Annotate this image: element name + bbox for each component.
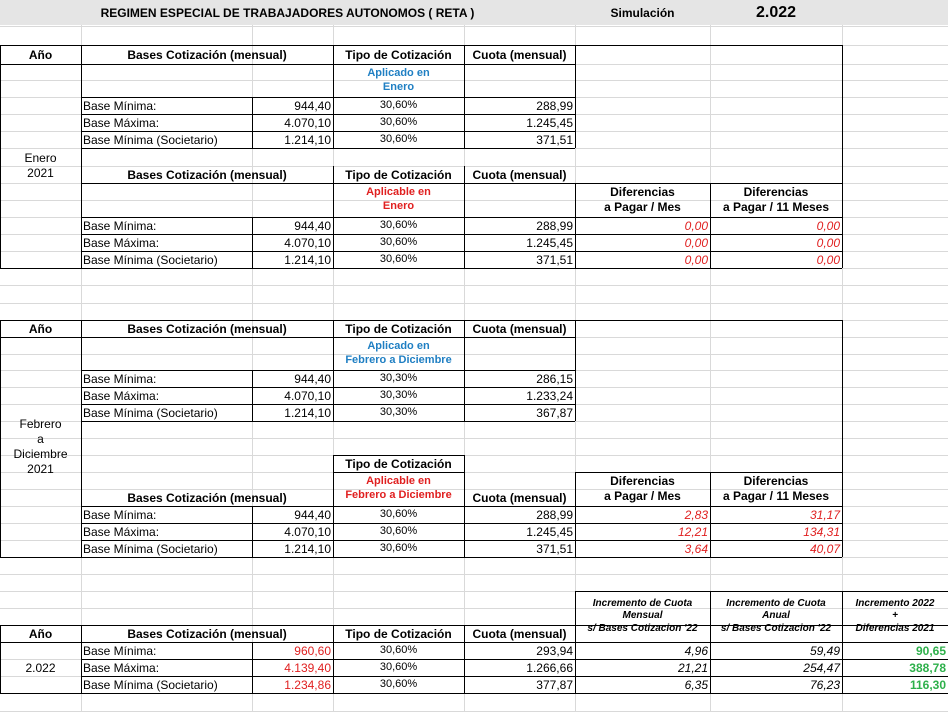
dif-11-header-line: a Pagar / 11 Meses [722,489,830,503]
cuota-header[interactable]: Cuota (mensual) [472,47,567,62]
cuota-value[interactable]: 288,99 [536,98,573,113]
rate-value[interactable]: 30,60% [379,508,418,520]
bases-header[interactable]: Bases Cotización (mensual) [127,626,287,641]
border-line [0,693,948,694]
cuota-header[interactable]: Cuota (mensual) [472,321,567,336]
rate-value[interactable]: 30,60% [379,525,418,537]
base-value[interactable]: 1.214,10 [284,405,331,420]
base-name[interactable]: Base Máxima: [83,524,160,539]
border-line [0,64,575,65]
rate-value[interactable]: 30,30% [379,372,418,384]
border-line [0,285,948,286]
border-line [575,45,576,148]
base-name[interactable]: Base Máxima: [83,388,160,403]
border-line [0,574,948,575]
base-name[interactable]: Base Mínima: [83,507,157,522]
border-line [575,472,576,557]
border-line [710,183,711,268]
tipo-header[interactable]: Tipo de Cotización [345,47,452,62]
applicable-note[interactable] [333,183,464,217]
period-label-line: Enero [24,151,57,165]
dif-mes-header-line: Diferencias [610,185,675,199]
border-line [464,320,465,421]
inc-mensual-header-line: Incremento de Cuota [592,597,693,609]
base-value[interactable]: 4.070,10 [284,388,331,403]
cuota-value[interactable]: 286,15 [536,371,573,386]
border-line [575,472,842,473]
period-label-line: 2021 [27,462,54,476]
applied-note[interactable] [333,337,464,370]
rate-value[interactable]: 30,60% [379,644,418,656]
border-line [333,472,464,473]
applied-note[interactable] [333,64,464,97]
period-label-line: a [37,432,44,446]
cuota-value[interactable]: 1.233,24 [526,388,573,403]
border-line [575,320,576,421]
border-line [333,625,334,693]
cuota-value[interactable]: 371,51 [536,252,573,267]
border-line [81,45,82,268]
base-name[interactable]: Base Máxima: [83,660,160,675]
border-line [575,183,576,268]
tipo-header[interactable]: Tipo de Cotización [345,167,452,182]
dif-mes-header-line: a Pagar / Mes [604,200,681,214]
border-line [464,45,465,148]
inc-total-value[interactable]: 388,78 [909,660,946,675]
base-name[interactable]: Base Mínima (Societario) [83,132,218,147]
rate-value[interactable]: 30,60% [379,678,418,690]
border-line [464,166,465,268]
rate-value[interactable]: 30,60% [379,661,418,673]
dif-mes-header[interactable] [575,472,710,506]
dif-mes-value[interactable]: 0,00 [684,218,708,233]
dif-11-value[interactable]: 134,31 [803,524,840,539]
base-name[interactable]: Base Mínima (Societario) [83,541,218,556]
dif-11-header[interactable] [710,472,842,506]
simulation-year[interactable]: 2.022 [755,3,797,21]
cuota-value[interactable]: 371,51 [536,541,573,556]
cuota-value[interactable]: 371,51 [536,132,573,147]
rate-value[interactable]: 30,60% [379,542,418,554]
year-header[interactable]: Año [28,47,53,62]
dif-11-value[interactable]: 31,17 [809,507,840,522]
border-line [0,80,948,81]
base-value[interactable]: 4.070,10 [284,235,331,250]
inc-anual-header-line: Anual [762,610,790,622]
dif-11-value[interactable]: 0,00 [816,218,840,233]
border-line [464,183,842,184]
tipo-header[interactable]: Tipo de Cotización [345,321,452,336]
border-line [81,540,842,541]
base-name[interactable]: Base Mínima (Societario) [83,677,218,692]
cuota-value[interactable]: 377,87 [536,677,573,692]
period-label-line: Febrero [19,417,62,431]
bases-header[interactable]: Bases Cotización (mensual) [127,47,287,62]
rate-value[interactable]: 30,60% [379,219,418,231]
border-line [0,268,842,269]
border-line [81,506,842,507]
cuota-value[interactable]: 293,94 [536,643,573,658]
dif-11-header[interactable] [710,183,842,217]
cuota-header[interactable]: Cuota (mensual) [472,626,567,641]
border-line [81,387,575,388]
base-name[interactable]: Base Máxima: [83,235,160,250]
base-value[interactable]: 960,60 [294,643,331,658]
border-line [333,45,334,148]
dif-11-value[interactable]: 0,00 [816,235,840,250]
simulation-label[interactable]: Simulación [610,5,675,20]
inc-anual-value[interactable]: 76,23 [809,677,840,692]
border-line [710,472,711,557]
dif-mes-header-line: Diferencias [610,474,675,488]
inc-mensual-header-line: s/ Bases Cotizacion '22 [587,622,698,634]
border-line [81,523,842,524]
period-label[interactable] [0,337,81,557]
base-value[interactable]: 1.214,10 [284,541,331,556]
border-line [0,354,948,355]
border-line [0,625,948,626]
base-name[interactable]: Base Mínima (Societario) [83,252,218,267]
inc-anual-header-line: s/ Bases Cotizacion '22 [720,622,832,634]
period-label[interactable]: 2.022 [25,660,56,675]
cuota-value[interactable]: 288,99 [536,507,573,522]
applied-note-line: Aplicado en [367,339,430,352]
border-line [81,625,82,693]
inc-anual-header-line: Incremento de Cuota [726,597,826,609]
border-line [252,506,253,557]
inc-total-header[interactable] [842,591,948,642]
dif-11-header-line: a Pagar / 11 Meses [722,200,830,214]
border-line [81,251,842,252]
rate-value[interactable]: 30,60% [379,236,418,248]
inc-anual-value[interactable]: 59,49 [809,643,840,658]
border-line [0,438,948,439]
base-value[interactable]: 4.070,10 [284,524,331,539]
cuota-value[interactable]: 1.245,45 [526,524,573,539]
rate-value[interactable]: 30,60% [379,99,418,111]
cuota-value[interactable]: 1.266,66 [526,660,573,675]
border-line [842,320,843,557]
rate-value[interactable]: 30,60% [379,133,418,145]
base-name[interactable]: Base Mínima: [83,218,157,233]
border-line [464,625,465,693]
cuota-value[interactable]: 288,99 [536,218,573,233]
period-label[interactable] [0,64,81,268]
border-line [0,26,948,27]
border-line [0,45,1,268]
border-line [81,97,575,98]
inc-mensual-header[interactable] [575,591,710,642]
border-line [333,320,334,421]
base-name[interactable]: Base Mínima: [83,371,157,386]
year-header[interactable]: Año [28,321,53,336]
applicable-note-line: Aplicable en [366,475,431,488]
border-line [81,148,575,149]
border-line [0,455,948,456]
inc-total-header-line: Diferencias 2021 [855,622,935,634]
base-value[interactable]: 944,40 [294,98,331,113]
cuota-value[interactable]: 1.245,45 [526,235,573,250]
base-value[interactable]: 1.214,10 [284,252,331,267]
border-line [81,676,948,677]
dif-11-header-line: Diferencias [743,185,809,199]
base-value[interactable]: 944,40 [294,371,331,386]
inc-mes-value[interactable]: 6,35 [684,677,708,692]
dif-mes-value[interactable]: 0,00 [684,252,708,267]
bases-header[interactable]: Bases Cotización (mensual) [127,321,287,336]
border-line [333,455,334,557]
border-line [333,455,464,456]
inc-total-header-line: + [892,610,898,622]
dif-mes-value[interactable]: 3,64 [684,541,708,556]
tipo-header[interactable]: Tipo de Cotización [345,626,452,641]
rate-value[interactable]: 30,60% [379,116,418,128]
base-name[interactable]: Base Mínima (Societario) [83,405,218,420]
border-line [0,625,1,693]
inc-total-header-line: Incremento 2022 [855,597,935,609]
inc-mes-value[interactable]: 21,21 [677,660,708,675]
border-line [81,421,575,422]
inc-mensual-header-line: Mensual [622,610,663,622]
base-name[interactable]: Base Mínima: [83,98,157,113]
border-line [81,234,842,235]
border-line [0,303,948,304]
inc-mes-value[interactable]: 4,96 [684,643,708,658]
border-line [252,97,253,148]
border-line [81,320,82,557]
period-label-line: 2021 [27,166,54,180]
bases-header[interactable]: Bases Cotización (mensual) [127,167,287,182]
inc-total-value[interactable]: 116,30 [909,677,946,692]
dif-mes-header-line: a Pagar / Mes [604,489,681,503]
border-line [575,591,948,592]
base-value[interactable]: 944,40 [294,507,331,522]
border-line [0,557,842,558]
border-line [575,591,576,693]
cuota-value[interactable]: 367,87 [536,405,573,420]
border-line [842,591,843,693]
inc-total-value[interactable]: 90,65 [915,643,946,658]
rate-value[interactable]: 30,30% [379,406,418,418]
base-name[interactable]: Base Máxima: [83,115,160,130]
dif-mes-value[interactable]: 0,00 [684,235,708,250]
dif-mes-value[interactable]: 2,83 [684,507,708,522]
tipo-header[interactable]: Tipo de Cotización [345,456,452,471]
year-header[interactable]: Año [28,626,53,641]
sheet-title[interactable]: REGIMEN ESPECIAL DE TRABAJADORES AUTONOMOS ( RETA ) [100,5,475,20]
border-line [81,404,575,405]
dif-11-value[interactable]: 40,07 [809,541,840,556]
bases-header[interactable]: Bases Cotización (mensual) [127,490,287,505]
applicable-note-line: Aplicable en [366,186,431,199]
base-value[interactable]: 4.070,10 [284,115,331,130]
cuota-header[interactable]: Cuota (mensual) [472,167,567,182]
inc-anual-header[interactable] [710,591,842,642]
applicable-note-line: Enero [382,200,415,212]
rate-value[interactable]: 30,60% [379,253,418,265]
dif-11-value[interactable]: 0,00 [816,252,840,267]
border-line [252,642,253,693]
border-line [710,591,711,693]
cuota-value[interactable]: 1.245,45 [526,115,573,130]
border-line [81,659,948,660]
border-line [252,370,253,421]
border-line [0,45,842,46]
base-name[interactable]: Base Mínima: [83,643,157,658]
applied-note-line: Febrero a Diciembre [345,353,452,366]
border-line [0,337,575,338]
base-value[interactable]: 1.234,86 [284,677,331,692]
applicable-note[interactable] [333,472,464,506]
applied-note-line: Aplicado en [367,66,430,79]
border-line [333,166,334,268]
dif-mes-value[interactable]: 12,21 [677,524,708,539]
border-line [0,320,842,321]
border-line [252,217,253,268]
inc-anual-value[interactable]: 254,47 [803,660,840,675]
border-line [842,45,843,268]
rate-value[interactable]: 30,30% [379,389,418,401]
base-value[interactable]: 944,40 [294,218,331,233]
dif-11-header-line: Diferencias [743,474,809,488]
border-line [0,320,1,557]
border-line [0,642,948,643]
applied-note-line: Enero [382,80,415,93]
base-value[interactable]: 4.139,40 [284,660,331,675]
cuota-header[interactable]: Cuota (mensual) [472,490,567,505]
applicable-note-line: Febrero a Diciembre [345,489,452,501]
base-value[interactable]: 1.214,10 [284,132,331,147]
border-line [81,114,575,115]
period-label-line: Diciembre [13,447,68,461]
border-line [81,217,842,218]
border-line [464,455,465,557]
border-line [81,131,575,132]
dif-mes-header[interactable] [575,183,710,217]
border-line [81,370,575,371]
